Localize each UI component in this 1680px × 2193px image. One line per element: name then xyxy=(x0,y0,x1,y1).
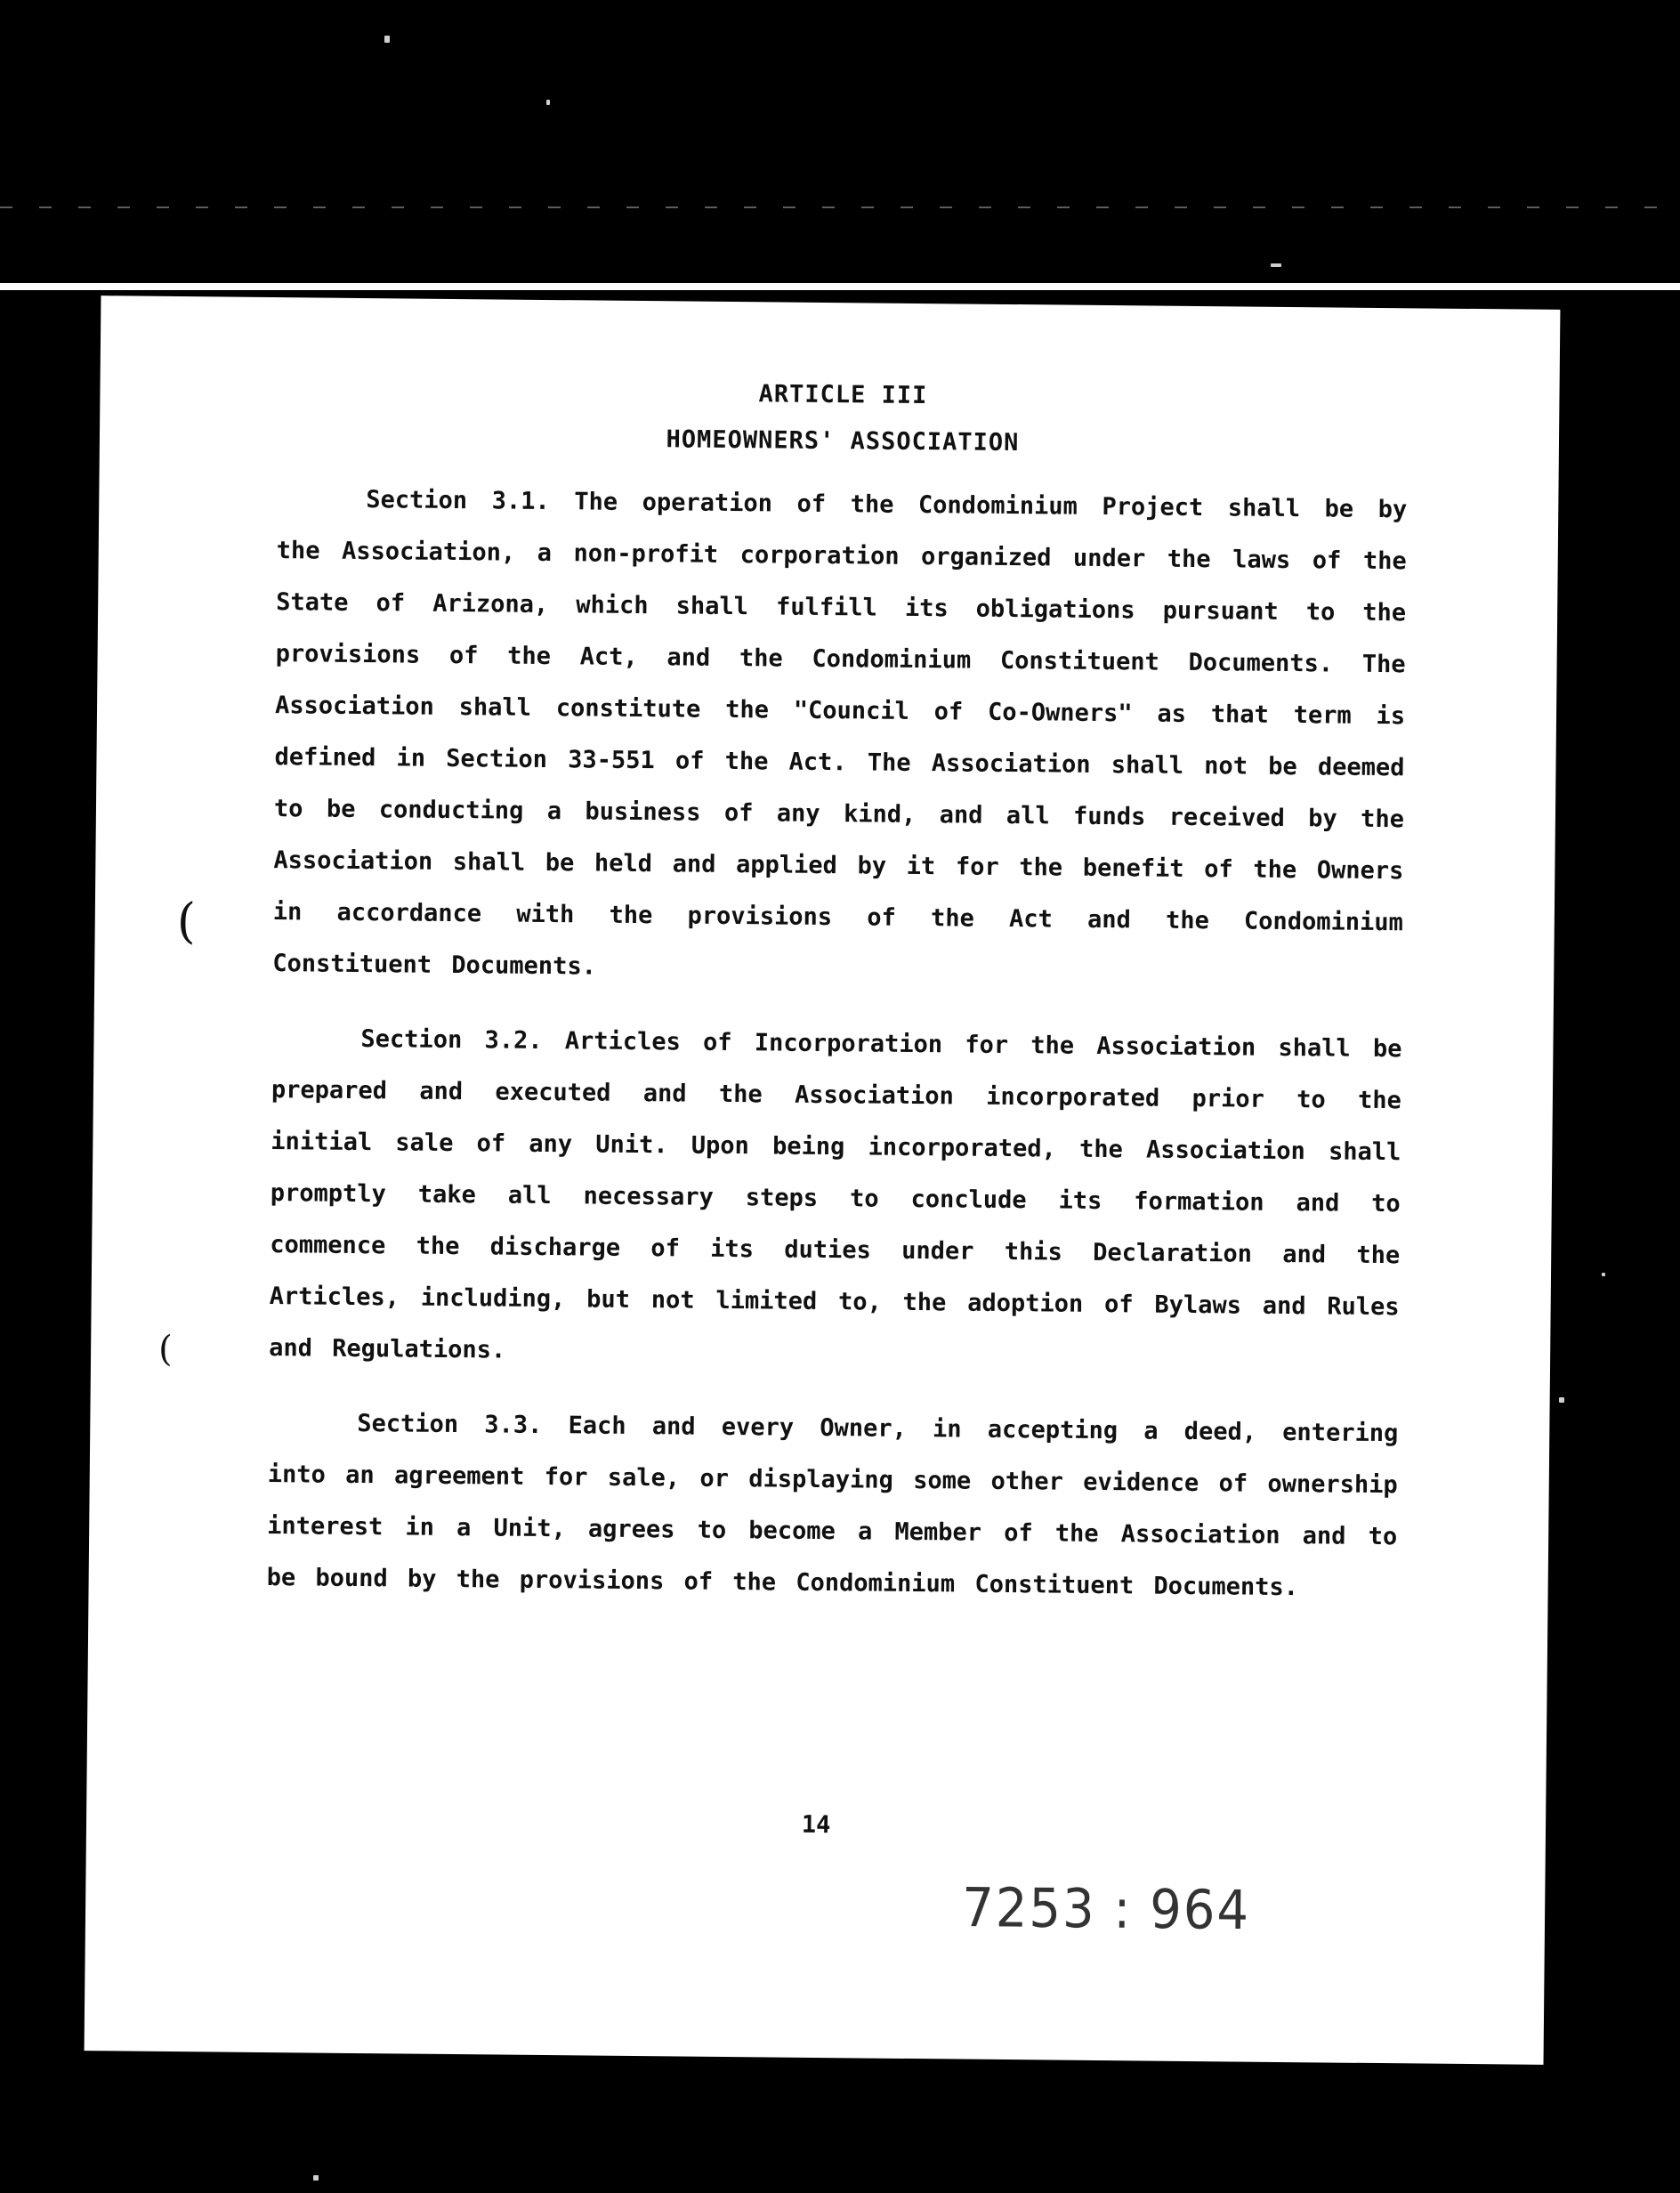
section-3-2: Section 3.2. Articles of Incorporation for the Association shall be prepared and executed and the Association incorporated prior to the initial sale of any Unit. Upon being incorporated, the Association shall promptly take all necessary steps to conclude its formation and to commence the discharge of its duties under this Declaration and the Articles, including, but not limited to, the adoption of Bylaws and Rules and Regulations. xyxy=(269,1025,1402,1364)
scan-speck xyxy=(546,100,550,105)
scan-speck xyxy=(313,2175,319,2181)
page-number: 14 xyxy=(801,1810,831,1840)
document-body xyxy=(266,367,1408,1614)
scan-artifact-line xyxy=(0,283,1680,290)
margin-bracket-mark: ( xyxy=(176,893,197,950)
scan-speck xyxy=(1559,1397,1564,1403)
section-3-1: Section 3.1. The operation of the Condominium Project shall be by the Association, a non-profit corporation organized under the laws of the State of Arizona, which shall fulfill its obligations pursuant to the provisions of the Act, and the Condominium Constituent Documents. The Association shall constitute the "Council of Co-Owners" as that term is defined in Section 33-551 of the Act. The Association shall not be deemed to be conducting a business of any kind, and all funds received by the Association shall be held and applied by it for the benefit of the Owners in accordance with the provisions of the Act and the Condominium Constituent Documents. xyxy=(272,486,1408,981)
article-title: ARTICLE III xyxy=(758,380,928,410)
scan-speck xyxy=(1602,1273,1605,1276)
scan-speck xyxy=(1271,263,1281,267)
scan-speck xyxy=(384,36,390,43)
recording-stamp: 7253 : 964 xyxy=(961,1876,1251,1943)
section-3-3: Section 3.3. Each and every Owner, in accepting a deed, entering into an agreement for sale, or displaying some other evidence of ownership interest in a Unit, agrees to become a Member of the Association and to be bound by the provisions of the Condominium Constituent Documents. xyxy=(266,1409,1399,1602)
article-subtitle: HOMEOWNERS' ASSOCIATION xyxy=(666,425,1020,457)
margin-bracket-mark: ( xyxy=(158,1328,173,1370)
document-page xyxy=(85,295,1561,2065)
scan-artifact-dashes xyxy=(0,206,1680,208)
